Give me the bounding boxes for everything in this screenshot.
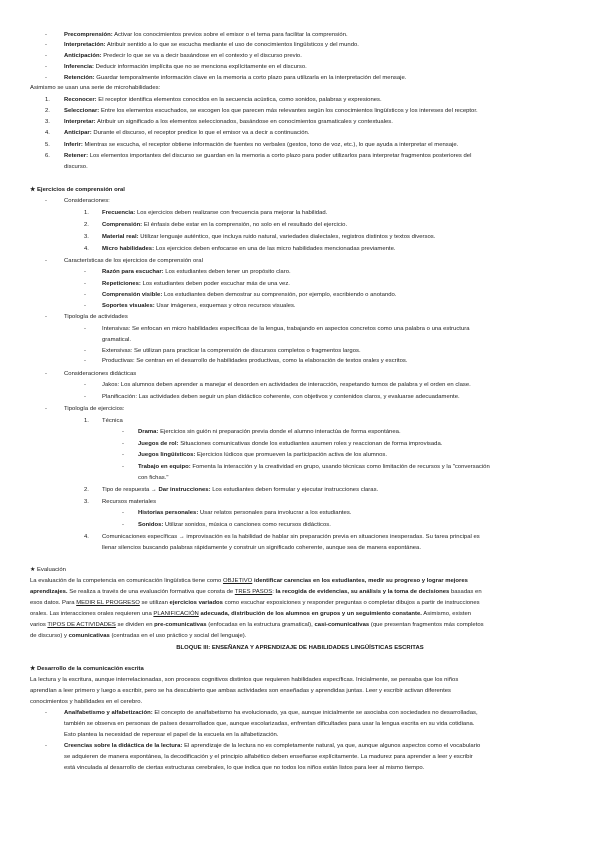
bullet-dash: -: [84, 382, 86, 388]
bullet-dash: -: [84, 326, 86, 332]
bullet-dash: -: [122, 522, 124, 528]
list-item: Seleccionar: Entre los elementos escuchados, se escogen los que parecen más relevantes según los conocimientos lingüísticos y los intereses del receptor.: [64, 108, 478, 114]
list-item: Características de los ejercicios de comprensión oral: [64, 258, 203, 264]
bullet-dash: -: [84, 394, 86, 400]
list-item: Tipología de actividades: [64, 314, 128, 320]
list-item-continuation: está vinculada al desarrollo de ciertas estructuras cerebrales, lo que indica que no todos los niños están listos para leer al mismo tiempo.: [64, 765, 425, 771]
list-number: 1.: [84, 418, 89, 424]
list-item: Material real: Utilizar lenguaje auténtico, que incluya ruido natural, variedades dialectales, registros distintos y textos diversos.: [102, 234, 436, 240]
list-item: Anticipar: Durante el discurso, el receptor predice lo que el emisor va a decir a continuación.: [64, 130, 310, 136]
list-item: Retener: Los elementos importantes del discurso se guardan en la memoria a corto plazo para poder utilizarlos para interpretar fragmentos posteriores del: [64, 153, 472, 159]
paragraph: Asimismo se usan una serie de microhabilidades:: [30, 85, 161, 91]
list-item: Consideraciones didácticas: [64, 371, 137, 377]
bullet-dash: -: [45, 32, 47, 38]
list-item: Comunicaciones específicas → improvisación es la habilidad de hablar sin preparación previa en situaciones inesperadas. Su tarea principal es: [102, 534, 480, 540]
bullet-dash: -: [45, 406, 47, 412]
list-item-continuation: con fichas.": [138, 475, 169, 481]
paragraph-line: aprendizajes. Se realiza a través de una evaluación formativa que consta de TRES PASOS: la recogida de evidencias, su análisis y la toma de decisiones basadas en: [30, 589, 482, 595]
list-item-continuation: Esto plantea la necesidad de repensar el papel de la escuela en la alfabetización.: [64, 732, 279, 738]
bullet-dash: -: [45, 314, 47, 320]
list-item: Intensivas: Se enfocan en micro habilidades específicas de la lengua, trabajando en aspectos concretos como una palabra o una estructura: [102, 326, 470, 332]
list-item: Precomprensión: Activar los conocimientos previos sobre el emisor o el tema para facilitar la comprensión.: [64, 32, 348, 38]
paragraph-line: La evaluación de la competencia en comunicación lingüística tiene como OBJETIVO identificar carencias en los estudiantes, medir su progreso y lograr mejores: [30, 578, 468, 584]
list-item: Historias personales: Usar relatos personales para involucrar a los estudiantes.: [138, 510, 352, 516]
list-item: Creencias sobre la didáctica de la lectura: El aprendizaje de la lectura no es completamente natural, ya que, aunque algunos aspectos como el vocabulario: [64, 743, 481, 749]
list-item: Consideraciones:: [64, 198, 110, 204]
bullet-dash: -: [45, 743, 47, 749]
list-item: Inferir: Mientras se escucha, el receptor obtiene información de fuentes no verbales (gestos, tono de voz, etc.), lo que ayuda a interpretar el mensaje.: [64, 142, 459, 148]
list-number: 4.: [84, 246, 89, 252]
list-item: Analfabetismo y alfabetización: El concepto de analfabetismo ha evolucionado, ya que, aunque inicialmente se asociaba con sociedades no desarrolladas,: [64, 710, 478, 716]
bullet-dash: -: [84, 292, 86, 298]
paragraph-line: La lectura y la escritura, aunque interrelacionadas, son procesos cognitivos distintos que requieren habilidades específicas. Inicialmente, se pensaba que los niños: [30, 677, 459, 683]
list-number: 1.: [45, 97, 50, 103]
list-item: Frecuencia: Los ejercicios deben realizarse con frecuencia para mejorar la habilidad.: [102, 210, 328, 216]
bullet-dash: -: [45, 198, 47, 204]
list-number: 2.: [84, 222, 89, 228]
paragraph-line: esos datos. Para MEDIR EL PROGRESO se utilizan ejercicios variados como escuchar exposiciones y responder preguntas o completar dibujos a partir de instrucciones: [30, 600, 480, 606]
paragraph-line: varios TIPOS DE ACTIVIDADES se dividen en pre-comunicativas (enfocadas en la estructura gramatical), casi-comunicativas (que presentan fragmentos más completos: [30, 622, 484, 628]
list-item: Juegos lingüísticos: Ejercicios lúdicos que promueven la participación activa de los alumnos.: [138, 452, 388, 458]
list-item-continuation: se adquieren de manera espontánea, la decodificación y el principio alfabético deben enseñarse explícitamente. La madurez para aprender a leer y escribir: [64, 754, 473, 760]
bullet-dash: -: [122, 452, 124, 458]
block-heading: BLOQUE III: ENSEÑANZA Y APRENDIZAJE DE HABILIDADES LINGÜÍSTICAS ESCRITAS: [176, 645, 424, 651]
list-number: 3.: [45, 119, 50, 125]
list-number: 3.: [84, 234, 89, 240]
section-title: ★ Evaluación: [30, 567, 66, 573]
paragraph-line: conocimientos y habilidades en el cerebro.: [30, 699, 143, 705]
list-item: Drama: Ejercicios sin guión ni preparación previa donde el alumno interactúa de forma espontánea.: [138, 429, 401, 435]
list-item: Interpretar: Atribuir un significado a los elementos seleccionados, basándose en conocimientos gramaticales y contextuales.: [64, 119, 393, 125]
list-item-continuation: también se observa en personas de países desarrollados que, aunque escolarizadas, enfrentan dificultades para usar la lengua escrita en su vida cotidiana.: [64, 721, 475, 727]
section-title: ★ Desarrollo de la comunicación escrita: [30, 666, 144, 672]
list-item: Jakos: Los alumnos deben aprender a manejar el desorden en actividades de interacción, respetando turnos de palabra y el orden en clase.: [102, 382, 471, 388]
paragraph-line: orales. Las interacciones orales requieren una PLANIFICACIÓN adecuada, distribución de los alumnos en grupos y un seguimiento constante. Asimismo, existen: [30, 611, 472, 617]
list-item-continuation: llenar silencios buscando palabras rápidamente y construir un significado coherente, aunque sea de manera espontánea.: [102, 545, 422, 551]
bullet-dash: -: [45, 75, 47, 81]
list-item: Tipología de ejercicios:: [64, 406, 125, 412]
list-number: 6.: [45, 153, 50, 159]
list-item: Micro habilidades: Los ejercicios deben enfocarse en una de las micro habilidades mencionadas previamente.: [102, 246, 396, 252]
list-item: Anticipación: Predecir lo que se va a decir basándose en el contexto y el discurso previo.: [64, 53, 302, 59]
list-item: Planificación: Las actividades deben seguir un plan didáctico coherente, con objetivos y contenidos claros, y evaluarse adecuadamente.: [102, 394, 460, 400]
bullet-dash: -: [84, 303, 86, 309]
list-item: Juegos de rol: Situaciones comunicativas donde los estudiantes asumen roles y reaccionan de forma improvisada.: [138, 441, 443, 447]
list-item: Recursos materiales: [102, 499, 157, 505]
list-number: 4.: [45, 130, 50, 136]
list-item: Razón para escuchar: Los estudiantes deben tener un propósito claro.: [102, 269, 291, 275]
list-item: Repeticiones: Los estudiantes deben poder escuchar más de una vez.: [102, 281, 290, 287]
list-item: Tipo de respuesta → Dar instrucciones: Los estudiantes deben formular y ejecutar instrucciones claras.: [102, 487, 379, 493]
list-number: 2.: [84, 487, 89, 493]
list-item: Comprensión visible: Los estudiantes deben demostrar su comprensión, por ejemplo, escribiendo o anotando.: [102, 292, 397, 298]
bullet-dash: -: [122, 429, 124, 435]
bullet-dash: -: [122, 441, 124, 447]
list-item: Productivas: Se centran en el desarrollo de habilidades productivas, como la elaboración de textos orales y escritos.: [102, 358, 408, 364]
bullet-dash: -: [45, 371, 47, 377]
bullet-dash: -: [122, 464, 124, 470]
list-item: Técnica: [102, 418, 123, 424]
list-number: 5.: [45, 142, 50, 148]
list-item: Extensivas: Se utilizan para practicar la comprensión de discursos completos o fragmentos largos.: [102, 348, 361, 354]
list-item: Retención: Guardar temporalmente información clave en la memoria a corto plazo para utilizarla en la interpretación del mensaje.: [64, 75, 407, 81]
list-item-continuation: gramatical.: [102, 337, 132, 343]
bullet-dash: -: [45, 42, 47, 48]
bullet-dash: -: [45, 258, 47, 264]
list-number: 1.: [84, 210, 89, 216]
list-number: 2.: [45, 108, 50, 114]
bullet-dash: -: [122, 510, 124, 516]
list-item: Soportes visuales: Usar imágenes, esquemas y otros recursos visuales.: [102, 303, 296, 309]
bullet-dash: -: [45, 53, 47, 59]
paragraph-line: aprendían a leer primero y luego a escribir, pero se ha descubierto que ambas actividades son enseñadas y aprendidas juntas. Leer y escribir activan diferentes: [30, 688, 452, 694]
list-item-continuation: discurso.: [64, 164, 88, 170]
bullet-dash: -: [84, 281, 86, 287]
section-title: ★ Ejercicios de comprensión oral: [30, 187, 125, 193]
list-item: Sonidos: Utilizar sonidos, música o canciones como recursos didácticos.: [138, 522, 331, 528]
bullet-dash: -: [45, 710, 47, 716]
bullet-dash: -: [84, 269, 86, 275]
list-item: Comprensión: El énfasis debe estar en la comprensión, no solo en el resultado del ejercicio.: [102, 222, 348, 228]
list-number: 4.: [84, 534, 89, 540]
paragraph-line: de discurso) y comunicativas (centradas en el uso práctico y social del lenguaje).: [30, 633, 247, 639]
list-item: Reconocer: El receptor identifica elementos conocidos en la secuencia acústica, como sonidos, palabras y expresiones.: [64, 97, 382, 103]
list-item: Inferencia: Deducir información implícita que no se menciona explícitamente en el discurso.: [64, 64, 307, 70]
bullet-dash: -: [45, 64, 47, 70]
list-item: Trabajo en equipo: Fomenta la interacción y la creatividad en grupo, usando técnicas como limitación de recursos y la "conversación: [138, 464, 490, 470]
list-item: Interpretación: Atribuir sentido a lo que se escucha mediante el uso de conocimientos lingüísticos y del mundo.: [64, 42, 359, 48]
bullet-dash: -: [84, 358, 86, 364]
bullet-dash: -: [84, 348, 86, 354]
list-number: 3.: [84, 499, 89, 505]
